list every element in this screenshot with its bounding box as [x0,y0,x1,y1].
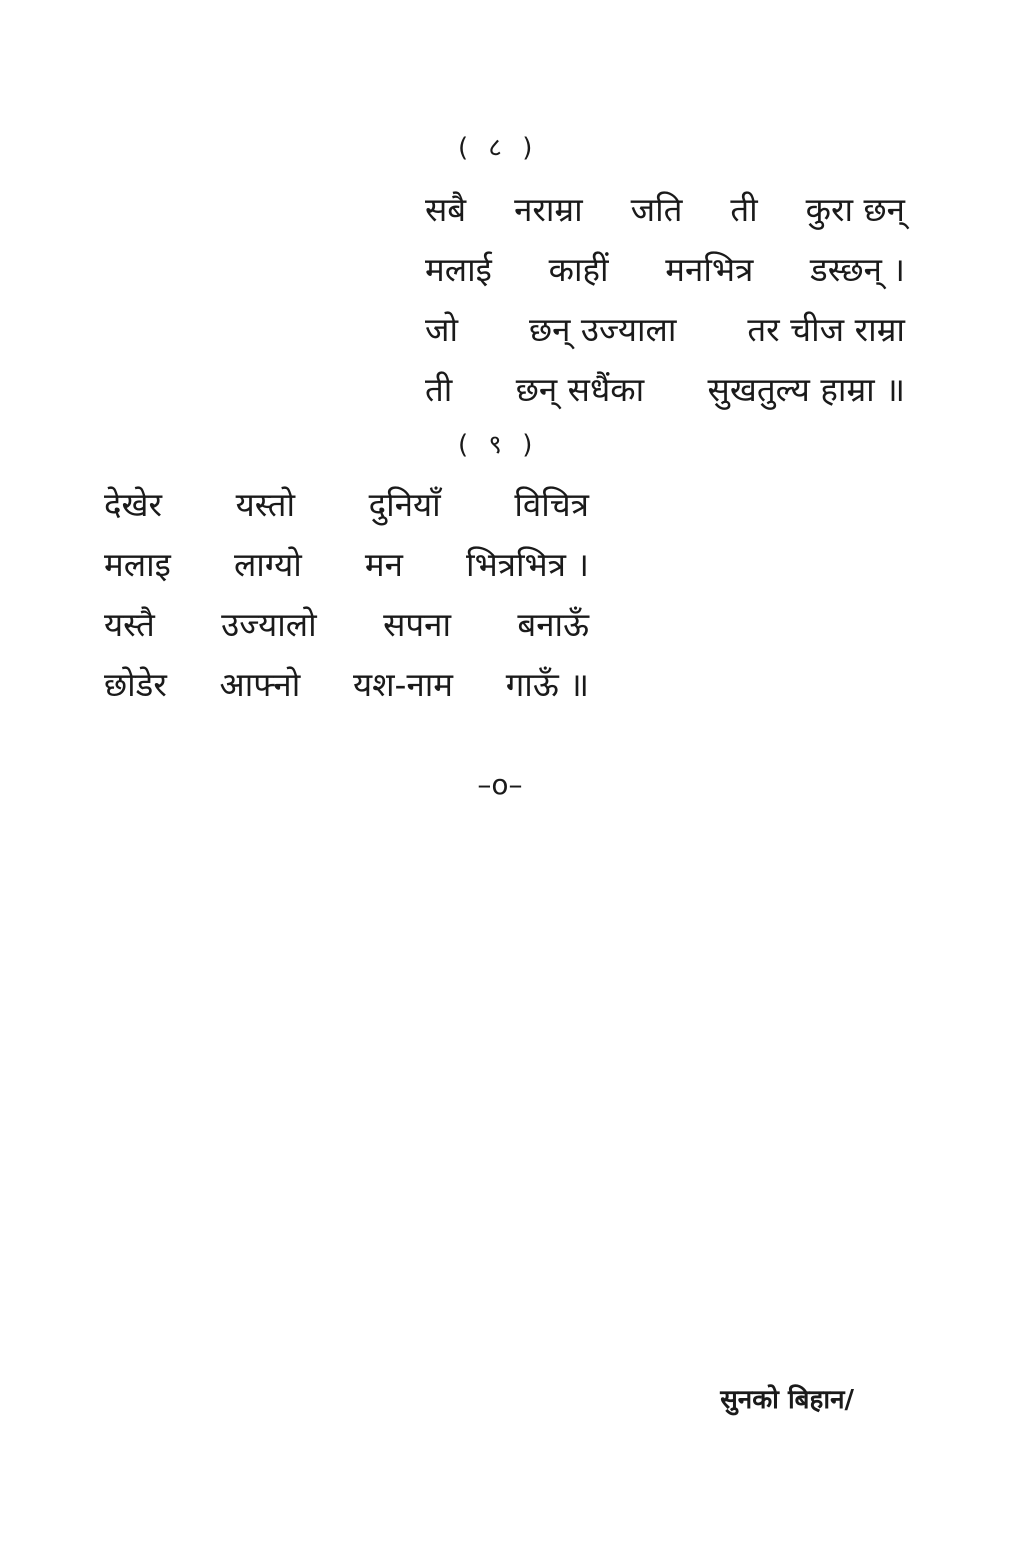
stanza-8-line-4 [425,360,905,420]
word: सुखतुल्य हाम्रा ॥ [707,370,905,409]
word: जो [425,310,459,349]
word: छोडेर [104,665,167,704]
word: तर चीज राम्रा [747,310,905,349]
stanza-8-line-1 [425,180,905,240]
word: ती [425,370,453,409]
word: विचित्र [514,485,589,524]
word: ती [730,190,758,229]
word: देखेर [104,485,163,524]
stanza-9-line-3 [104,595,589,655]
word: लाग्यो [233,545,302,584]
word: सबै [425,190,467,229]
footer-catchword: सुनको बिहान/ [720,1385,854,1415]
stanza-8-line-2 [425,240,905,300]
word: दुनियाँ [368,485,441,524]
word: जति [630,190,683,229]
word: कुरा छन् [805,190,905,229]
stanza-8 [425,180,905,420]
word: काहीं [548,250,609,289]
word: मनभित्र [665,250,754,289]
stanza-9-number: ( ९ ) [458,430,539,460]
word: नराम्रा [514,190,583,229]
word: डस्छन् । [810,250,905,289]
word: छन् सधैंका [515,370,645,409]
word: गाऊँ ॥ [505,665,589,704]
stanza-8-line-3 [425,300,905,360]
word: यस्तै [104,605,155,644]
stanza-9-line-2 [104,535,589,595]
word: छन् उज्याला [528,310,677,349]
stanza-8-number: ( ८ ) [458,133,539,163]
stanza-9-line-4 [104,655,589,715]
word: यस्तो [235,485,295,524]
word: बनाऊँ [517,605,589,644]
word: यश-नाम [352,665,454,704]
word: उज्यालो [221,605,317,644]
word: आफ्नो [219,665,301,704]
stanza-9-line-1 [104,475,589,535]
stanza-9 [104,475,589,715]
word: भित्रभित्र । [466,545,589,584]
word: मन [364,545,403,584]
word: मलाइ [104,545,171,584]
word: मलाई [425,250,492,289]
word: सपना [383,605,452,644]
section-divider: –o– [477,768,523,801]
